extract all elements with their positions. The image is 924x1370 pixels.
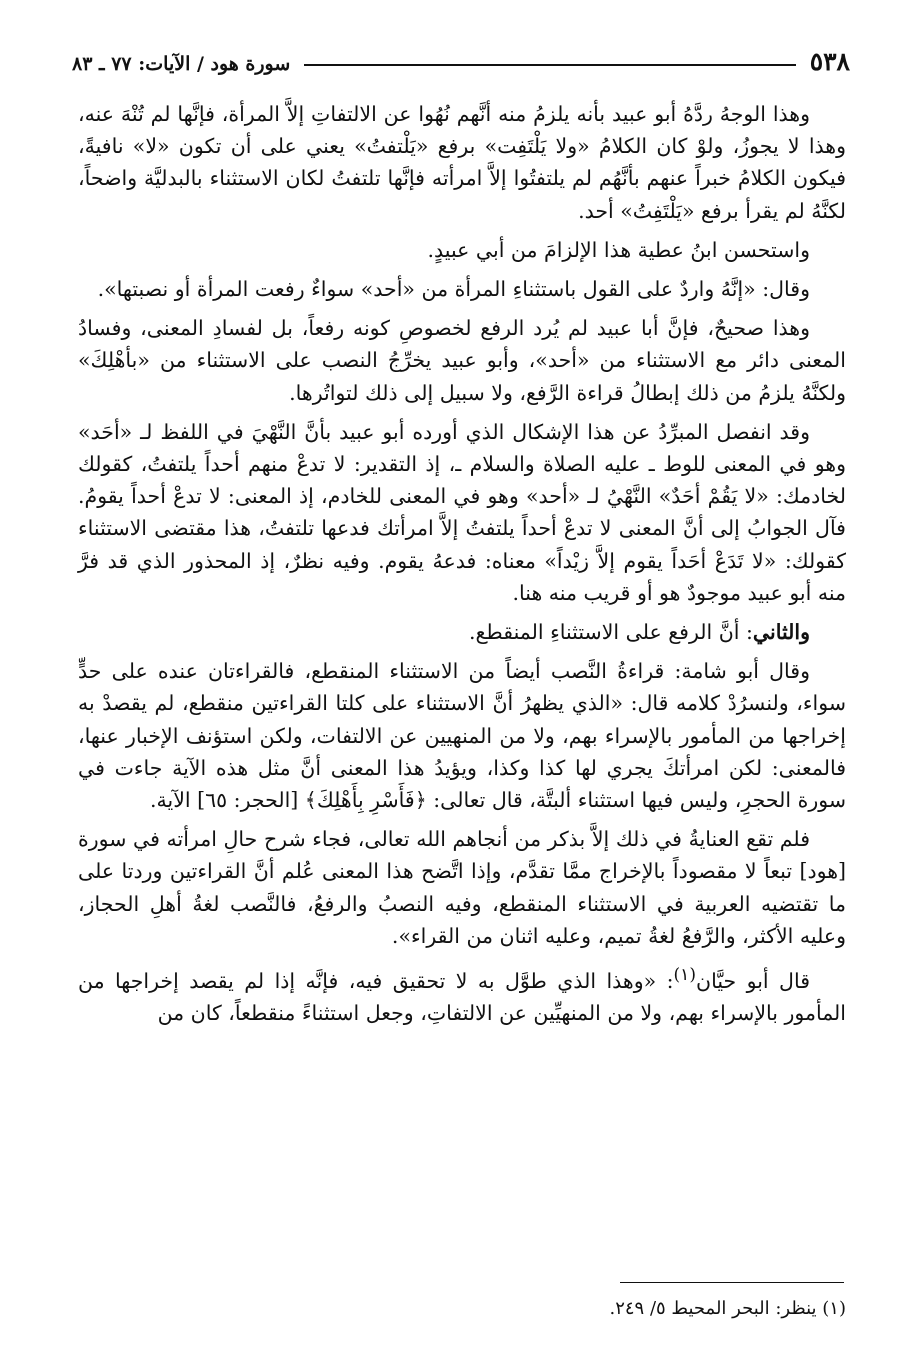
header-rule bbox=[304, 64, 795, 66]
footnote-separator bbox=[620, 1282, 844, 1283]
paragraph: وهذا صحيحٌ، فإنَّ أبا عبيد لم يُرد الرفع لخصوصِ كونه رفعاً، بل لفسادِ المعنى، وفسادُ المعنى دائر مع الاستثناء من «أحد»، وأبو عبيد يخرِّجُ النصب على الاستثناء من «بأهْلِكَ» ولكنَّهُ يلزمُ من ذلك إبطالُ قراءة الرَّفع، ولا سبيل إلى ذلك لتواتُرها. bbox=[78, 316, 846, 405]
paragraph: وقد انفصل المبرِّدُ عن هذا الإشكال الذي أورده أبو عبيد بأنَّ النَّهْيَ في اللفظ لـ «أحَد» وهو في المعنى للوط ـ عليه الصلاة والسلام ـ، إذ التقدير: لا تدعْ منهم أحداً يلتفتُ، كقولك لخادمك: «لا يَقُمْ أحَدٌ» النَّهْيُ لـ «أحد» وهو في المعنى للخادم، إذ المعنى: لا تدعْ أحداً يقومُ. فآل الجوابُ إلى أنَّ المعنى لا تدعْ أحداً يلتفتُ إلاَّ امرأتك فدعها تلتفتُ، هذا مقتضى الاستثناء كقولك: «لا تَدَعْ أحَداً يقوم إلاَّ زيْداً» معناه: فدعهُ يقوم. وفيه نظرٌ، إذ المحذور الذي قد فرَّ منه أبو عبيد موجودٌ هو أو قريب منه هنا. bbox=[78, 419, 846, 605]
paragraph: وقال أبو شامة: قراءةُ النَّصب أيضاً من الاستثناء المنقطع، فالقراءتان عنده على حدٍّ سواء، ولنسرُدْ كلامه قال: «الذي يظهرُ أنَّ الاستثناء على كلتا القراءتين منقطع، لم يقصدْ به إخراجها من المأمور بالإسراء بهم، ولا من المنهيين عن الالتفات، ولكن استؤنف الإخبار عنها، فالمعنى: لكن امرأتكَ يجري لها كذا وكذا، ويؤيدُ هذا المعنى أنَّ مثل هذه الآية جاءت في سورة الحجرِ، وليس فيها استثناء ألبتَّة، قال تعالى: ﴿فَأَسْرِ بِأَهْلِكَ﴾ [الحجر: ٦٥] الآية. bbox=[78, 659, 846, 813]
paragraph-last bbox=[78, 959, 846, 1029]
body-text bbox=[78, 98, 846, 1036]
paragraph: فلم تقع العنايةُ في ذلك إلاَّ بذكر من أنجاهم الله تعالى، فجاء شرح حالِ امرأته في سورة [هود] تبعاً لا مقصوداً بالإخراج ممَّا تقدَّم، وإذا اتَّضح هذا المعنى عُلم أنَّ القراءتين وردتا على ما تقتضيه العربية في الاستثناء المنقطع، وفيه النصبُ والرفعُ، فالنَّصب لغةُ أهلِ الحجاز، وعليه الأكثر، والرَّفعُ لغةُ تميم، وعليه اثنان من القراء». bbox=[78, 827, 846, 948]
paragraph: وقال: «إنَّهُ واردٌ على القول باستثناءِ المرأة من «أحد» سواءٌ رفعت المرأة أو نصبتها». bbox=[97, 277, 810, 302]
page-number: ٥٣٨ bbox=[809, 47, 850, 76]
second-text: : أنَّ الرفع على الاستثناءِ المنقطع. bbox=[469, 620, 753, 645]
last-text: : «وهذا الذي طوَّل به لا تحقيق فيه، فإنَّه إذا لم يقصد إخراجها من المأمور بالإسراء بهم، ولا من المنهيِّين عن الالتفاتِ، وجعل استثناءً منقطعاً، كان من bbox=[78, 968, 846, 1026]
footnote-ref: (١) bbox=[673, 965, 697, 986]
paragraph: وهذا الوجهُ ردَّهُ أبو عبيد بأنه يلزمُ منه أنَّهم نُهُوا عن الالتفاتِ إلاَّ المرأة، فإنَّها لم تُنْهَ عنه، وهذا لا يجوزُ، ولوْ كان الكلامُ «ولا يَلْتَفِت» برفع «يَلْتفتُ» يعني على أن تكون «لا» نافيةً، فيكون الكلامُ خبراً عنهم بأنَّهُم لم يلتفتُوا إلاَّ امرأته فإنَّها تلتفتُ لكان الاستثناء بالبدليَّة واضحاً، لكنَّهُ لم يقرأ برفع «يَلْتَفِتُ» أحد. bbox=[78, 102, 846, 223]
paragraph: واستحسن ابنُ عطية هذا الإلزامَ من أبي عبيدٍ. bbox=[427, 237, 810, 262]
second-lead: والثاني bbox=[752, 620, 810, 645]
last-lead: قال أبو حيَّان bbox=[696, 968, 810, 993]
running-head: سورة هود / الآيات: ٧٧ ـ ٨٣ bbox=[72, 53, 291, 75]
page-header bbox=[72, 38, 850, 74]
paragraph-second bbox=[78, 616, 846, 648]
footnote: (١) ينظر: البحر المحيط ٥/ ٢٤٩. bbox=[609, 1298, 846, 1319]
